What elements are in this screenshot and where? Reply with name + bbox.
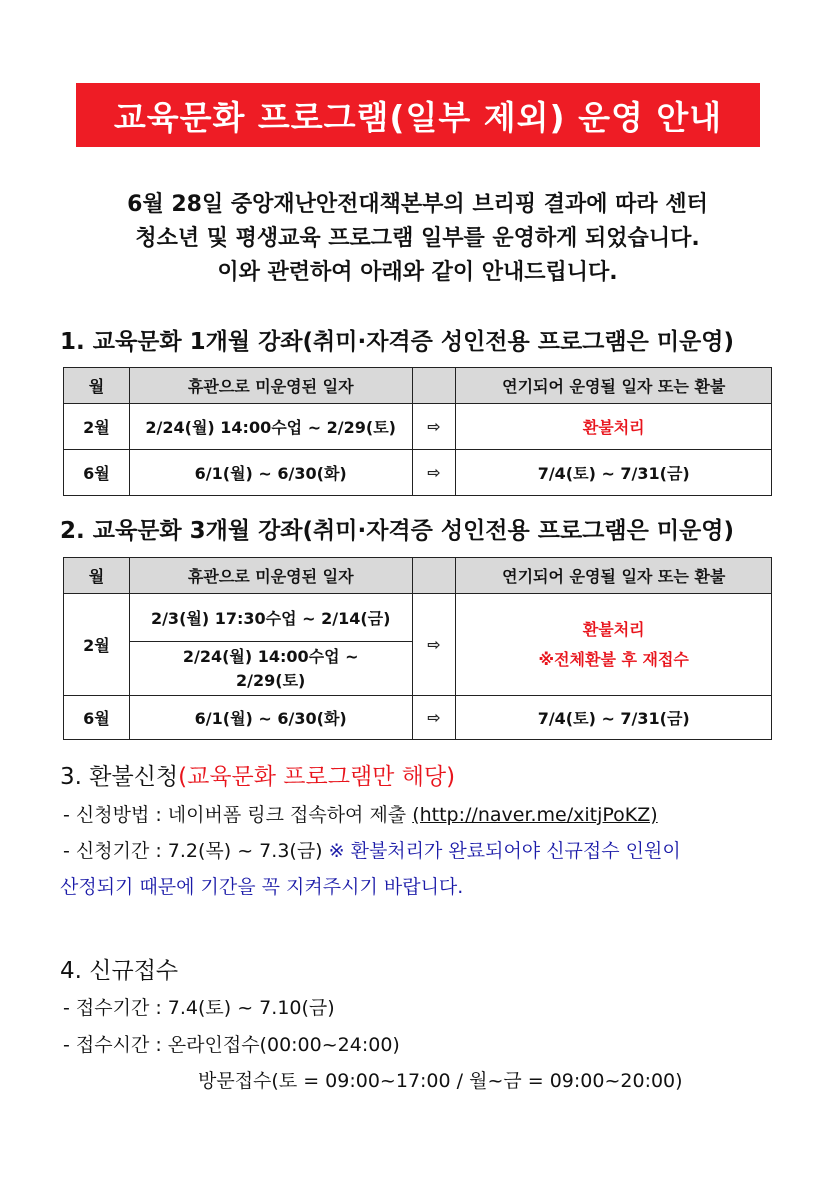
section1-title: 1. 교육문화 1개월 강좌(취미·자격증 성인전용 프로그램은 미운영) xyxy=(60,329,734,355)
section3-title xyxy=(60,758,455,791)
section3-title-note: (교육문화 프로그램만 해당) xyxy=(178,764,456,790)
refund-period-line xyxy=(63,836,681,863)
row-closed-dates: 2/3(월) 17:30수업 ~ 2/14(금) xyxy=(129,594,412,642)
right-arrow-icon: ⇨ xyxy=(412,450,456,496)
header-arrow xyxy=(412,368,456,404)
page-title-banner: 교육문화 프로그램(일부 제외) 운영 안내 xyxy=(76,83,760,147)
refund-method-label: - 신청방법 : 네이버폼 링크 접속하여 제출 xyxy=(63,804,413,826)
row-closed-dates: 2/24(월) 14:00수업 ~ 2/29(토) xyxy=(129,404,412,450)
row-result: 7/4(토) ~ 7/31(금) xyxy=(456,450,772,496)
header-closed-dates: 휴관으로 미운영된 일자 xyxy=(129,558,412,594)
row-month: 2월 xyxy=(64,594,130,696)
section3-title-main: 3. 환불신청 xyxy=(60,764,179,790)
right-arrow-icon: ⇨ xyxy=(412,594,456,696)
refund-period-note-cont: 산정되기 때문에 기간을 꼭 지켜주시기 바랍니다. xyxy=(60,876,464,898)
row-month: 2월 xyxy=(64,404,130,450)
right-arrow-icon: ⇨ xyxy=(412,404,456,450)
table-row xyxy=(64,404,772,450)
apply-time-line: - 접수시간 : 온라인접수(00:00~24:00) xyxy=(63,1034,400,1056)
refund-period-label: - 신청기간 : 7.2(목) ~ 7.3(금) xyxy=(63,840,329,862)
header-closed-dates: 휴관으로 미운영된 일자 xyxy=(129,368,412,404)
closed-dates-line-2: 2/29(토) xyxy=(236,670,306,690)
row-month: 6월 xyxy=(64,450,130,496)
header-arrow xyxy=(412,558,456,594)
header-result: 연기되어 운영될 일자 또는 환불 xyxy=(456,368,772,404)
refund-period-note: ※ 환불처리가 완료되어야 신규접수 인원이 xyxy=(328,840,681,862)
row-result-refund: 환불처리 xyxy=(456,404,772,450)
table-row xyxy=(64,594,772,642)
section4-title: 4. 신규접수 xyxy=(60,958,179,984)
intro-line-2: 청소년 및 평생교육 프로그램 일부를 운영하게 되었습니다. xyxy=(135,226,700,251)
row-result: 7/4(토) ~ 7/31(금) xyxy=(456,696,772,740)
table-header-row xyxy=(64,368,772,404)
row-closed-dates xyxy=(129,642,412,696)
closed-dates-line-1: 2/24(월) 14:00수업 ~ xyxy=(182,646,359,666)
intro-line-3: 이와 관련하여 아래와 같이 안내드립니다. xyxy=(217,260,618,285)
row-closed-dates: 6/1(월) ~ 6/30(화) xyxy=(129,696,412,740)
refund-label: 환불처리 xyxy=(582,619,645,639)
section2-table xyxy=(63,557,772,740)
table-header-row xyxy=(64,558,772,594)
header-month: 월 xyxy=(64,368,130,404)
refund-form-link[interactable]: (http://naver.me/xitjPoKZ) xyxy=(412,804,658,826)
refund-method-line xyxy=(63,800,658,827)
section2-title: 2. 교육문화 3개월 강좌(취미·자격증 성인전용 프로그램은 미운영) xyxy=(60,518,734,544)
header-result: 연기되어 운영될 일자 또는 환불 xyxy=(456,558,772,594)
right-arrow-icon: ⇨ xyxy=(412,696,456,740)
apply-period-line: - 접수기간 : 7.4(토) ~ 7.10(금) xyxy=(63,997,335,1019)
row-result-refund xyxy=(456,594,772,696)
visit-time-line: 방문접수(토 = 09:00~17:00 / 월~금 = 09:00~20:00) xyxy=(198,1070,683,1092)
section1-table xyxy=(63,367,772,496)
row-closed-dates: 6/1(월) ~ 6/30(화) xyxy=(129,450,412,496)
row-month: 6월 xyxy=(64,696,130,740)
refund-note: ※전체환불 후 재접수 xyxy=(538,649,689,669)
table-row xyxy=(64,696,772,740)
intro-paragraph xyxy=(40,188,795,290)
table-row xyxy=(64,450,772,496)
header-month: 월 xyxy=(64,558,130,594)
intro-line-1: 6월 28일 중앙재난안전대책본부의 브리핑 결과에 따라 센터 xyxy=(127,192,708,217)
